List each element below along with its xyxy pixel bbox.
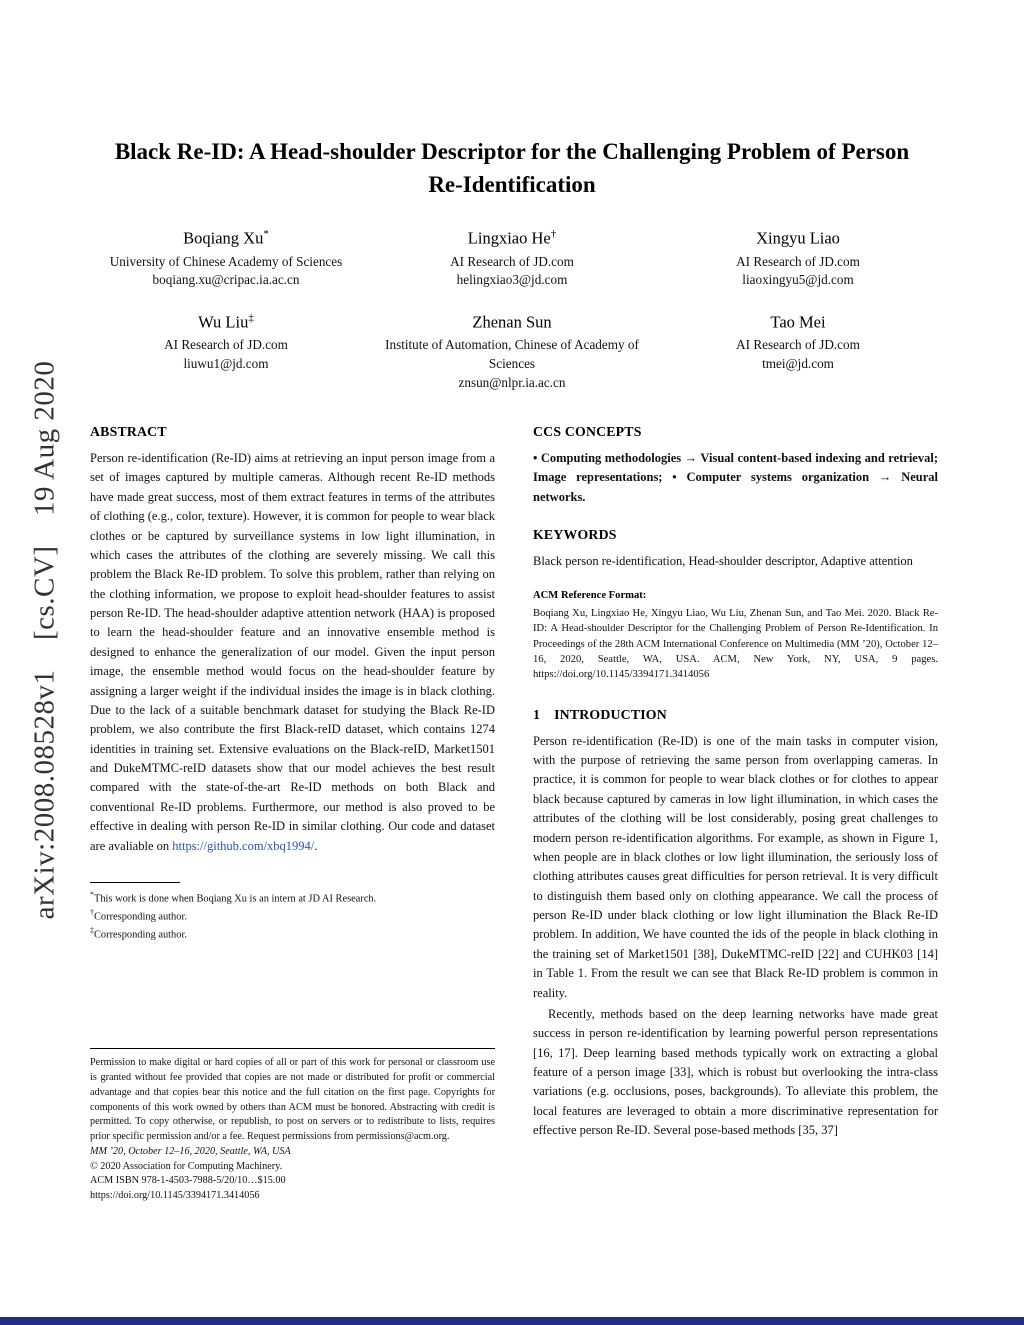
author-marker: ‡ (248, 311, 254, 324)
author-email: liaoxingyu5@jd.com (742, 272, 854, 288)
bottom-edge-bar (0, 1317, 1024, 1325)
author-block (88, 228, 364, 290)
abstract-heading: ABSTRACT (90, 424, 167, 439)
author-grid (88, 228, 936, 393)
acm-ref-heading: ACM Reference Format: (533, 589, 647, 601)
footnote-item (90, 889, 495, 907)
footnote-item (90, 907, 495, 925)
author-name (660, 312, 936, 333)
author-affiliation: University of Chinese Academy of Sciences (109, 253, 343, 269)
footnote-text: Corresponding author. (94, 929, 187, 941)
abstract-body-text: Person re-identification (Re-ID) aims at retrieving an input person image from a set of images captured by multiple cameras. Although recent Re-ID methods have made great success, most of them extract features in terms of the attributes of clothing (e.g., color, texture). However, it is common for people to wear black clothes or be captured by surveillance systems in low light illumination, in which cases the attributes of the clothing are severely missing. We call this problem the Black Re-ID problem. To solve this problem, rather than relying on the clothing information, we propose to exploit head-shoulder features to assist person Re-ID. The head-shoulder adaptive attention network (HAA) is proposed to learn the head-shoulder feature and an innovative ensemble method is designed to enhance the generalization of our model. Given the input person image, the ensemble method would focus on the head-shoulder feature by assigning a larger weight if the individual insides the image is in black clothing. Due to the lack of a suitable benchmark dataset for studying the Black Re-ID problem, we also contribute the first Black-reID dataset, which contains 1274 identities in training set. Extensive evaluations on the Black-reID, Market1501 and DukeMTMC-reID datasets show that our model achieves the best result compared with the state-of-the-art Re-ID methods on both Black and conventional Re-ID problems. Furthermore, our method is also proved to be effective in dealing with person Re-ID in similar clothing. Our code and dataset are avaliable on (90, 451, 495, 853)
permission-statement: Permission to make digital or hard copies of all or part of this work for personal or classroom use is granted without fee provided that copies are not made or distributed for profit or commercial advantage and that copies bear this notice and the full citation on the first page. Copyrights for components of this work owned by others than ACM must be honored. Abstracting with credit is permitted. To copy otherwise, or republish, to post on servers or to redistribute to lists, requires prior specific permission and/or a fee. Request permissions from permissions@acm.org. (90, 1057, 495, 1143)
keywords-heading: KEYWORDS (533, 527, 617, 543)
author-name-text: Zhenan Sun (472, 312, 552, 332)
author-name-text: Boqiang Xu (183, 228, 264, 248)
permission-rule (90, 1048, 495, 1049)
author-name (88, 312, 364, 333)
author-block (374, 228, 650, 290)
author-email: helingxiao3@jd.com (456, 272, 568, 288)
footnote-text: Corresponding author. (94, 911, 187, 923)
author-name (374, 228, 650, 249)
abstract-text (90, 449, 495, 856)
footnote-text: This work is done when Boqiang Xu is an intern at JD AI Research. (94, 893, 377, 905)
author-affiliation: Institute of Automation, Chinese of Academy of Sciences (385, 337, 639, 372)
abstract-tail-text: . (314, 838, 318, 853)
author-marker: † (550, 228, 557, 240)
isbn-line: ACM ISBN 978-1-4503-7988-5/20/10…$15.00 (90, 1175, 286, 1187)
venue-line: MM ’20, October 12–16, 2020, Seattle, WA, USA (90, 1145, 291, 1157)
author-email: tmei@jd.com (762, 356, 834, 372)
author-name-text: Tao Mei (770, 312, 826, 332)
author-name-text: Wu Liu (198, 312, 249, 332)
author-affiliation: AI Research of JD.com (450, 253, 574, 269)
copyright-line: © 2020 Association for Computing Machinery. (90, 1160, 283, 1172)
acm-ref-text: Boqiang Xu, Lingxiao He, Xingyu Liao, Wu Liu, Zhenan Sun, and Tao Mei. 2020. Black Re-ID: A Head-shoulder Descriptor for the Challenging Problem of Person Re-Identification. In Proceedings of the 28th ACM International Conference on Multimedia (MM ’20), October 12–16, 2020, Seattle, WA, USA. ACM, New York, NY, USA, 9 pages. https://doi.org/10.1145/3394171.3414056 (533, 607, 938, 681)
author-affiliation: AI Research of JD.com (164, 337, 288, 353)
footnote-item (90, 925, 495, 943)
introduction-paragraph-2: Recently, methods based on the deep learning networks have made great success in person re-identification by learning powerful person representations [16, 17]. Deep learning based methods typically work on extracting a global feature of a person image [33], which is robust but overlooking the intra-class variations (e.g. occlusions, poses, backgrounds). To alleviate this problem, the local features are leveraged to obtain a more discriminative representation for effective person Re-ID. Several pose-based methods [35, 37] (533, 1006, 938, 1138)
author-email: liuwu1@jd.com (183, 356, 269, 372)
footnote-marker: * (90, 889, 94, 899)
ccs-text: • Computing methodologies → Visual content-based indexing and retrieval; Image representations; • Computer systems organization → Neural networks. (533, 451, 938, 504)
author-block (660, 228, 936, 290)
introduction-heading: 1 INTRODUCTION (533, 706, 667, 722)
author-block (88, 312, 364, 393)
author-name-text: Xingyu Liao (756, 228, 840, 248)
footnote-marker: ‡ (90, 926, 94, 936)
permission-block (90, 1048, 495, 1204)
author-block (660, 312, 936, 393)
footnote-marker: † (90, 907, 94, 917)
author-block (374, 312, 650, 393)
author-affiliation: AI Research of JD.com (736, 337, 860, 353)
github-link[interactable]: https://github.com/xbq1994/ (172, 838, 315, 853)
ccs-heading: CCS CONCEPTS (533, 424, 642, 439)
author-affiliation: AI Research of JD.com (736, 253, 860, 269)
footnote-rule (90, 882, 180, 883)
footnote-block (90, 856, 495, 943)
author-email: boqiang.xu@cripac.ia.ac.cn (152, 272, 300, 288)
introduction-paragraph-1: Person re-identification (Re-ID) is one of the main tasks in computer vision, with the purpose of retrieving the same person from overlapping cameras. In practice, it is common for people to wear black clothes or for clothes to appear black because captured by cameras in low light illumination, in which cases the attributes of the clothing will be lost considerably, posing great challenges to modern person re-identification algorithms. For example, as shown in Figure 1, when people are in black clothes or low light illumination, the seriously loss of clothing attributes causes great difficulties for person retrieval. It is very difficult to distinguish them based only on clothing appearance. We call the process of person Re-ID under black clothing or low light illumination the Black Re-ID problem. In addition, We have counted the ids of the people in black clothing in the training set of Market1501 [38], DukeMTMC-reID [22] and CUHK03 [14] in Table 1. From the result we can see that Black Re-ID problem is common in reality. (533, 733, 938, 1000)
author-marker: * (263, 228, 269, 240)
author-name (660, 228, 936, 249)
doi-link[interactable]: https://doi.org/10.1145/3394171.3414056 (90, 1190, 260, 1202)
left-column (90, 424, 495, 1204)
paper-title: Black Re-ID: A Head-shoulder Descriptor for the Challenging Problem of Person Re-Identification (114, 139, 910, 197)
author-name (374, 312, 650, 333)
keywords-text: Black person re-identification, Head-shoulder descriptor, Adaptive attention (533, 554, 913, 569)
author-email: znsun@nlpr.ia.ac.cn (458, 374, 566, 390)
right-column (533, 424, 938, 1204)
two-column-body (90, 424, 938, 1204)
author-name-text: Lingxiao He (467, 228, 551, 248)
arxiv-watermark: arXiv:2008.08528v1 [cs.CV] 19 Aug 2020 (28, 360, 61, 920)
author-name (88, 228, 364, 249)
